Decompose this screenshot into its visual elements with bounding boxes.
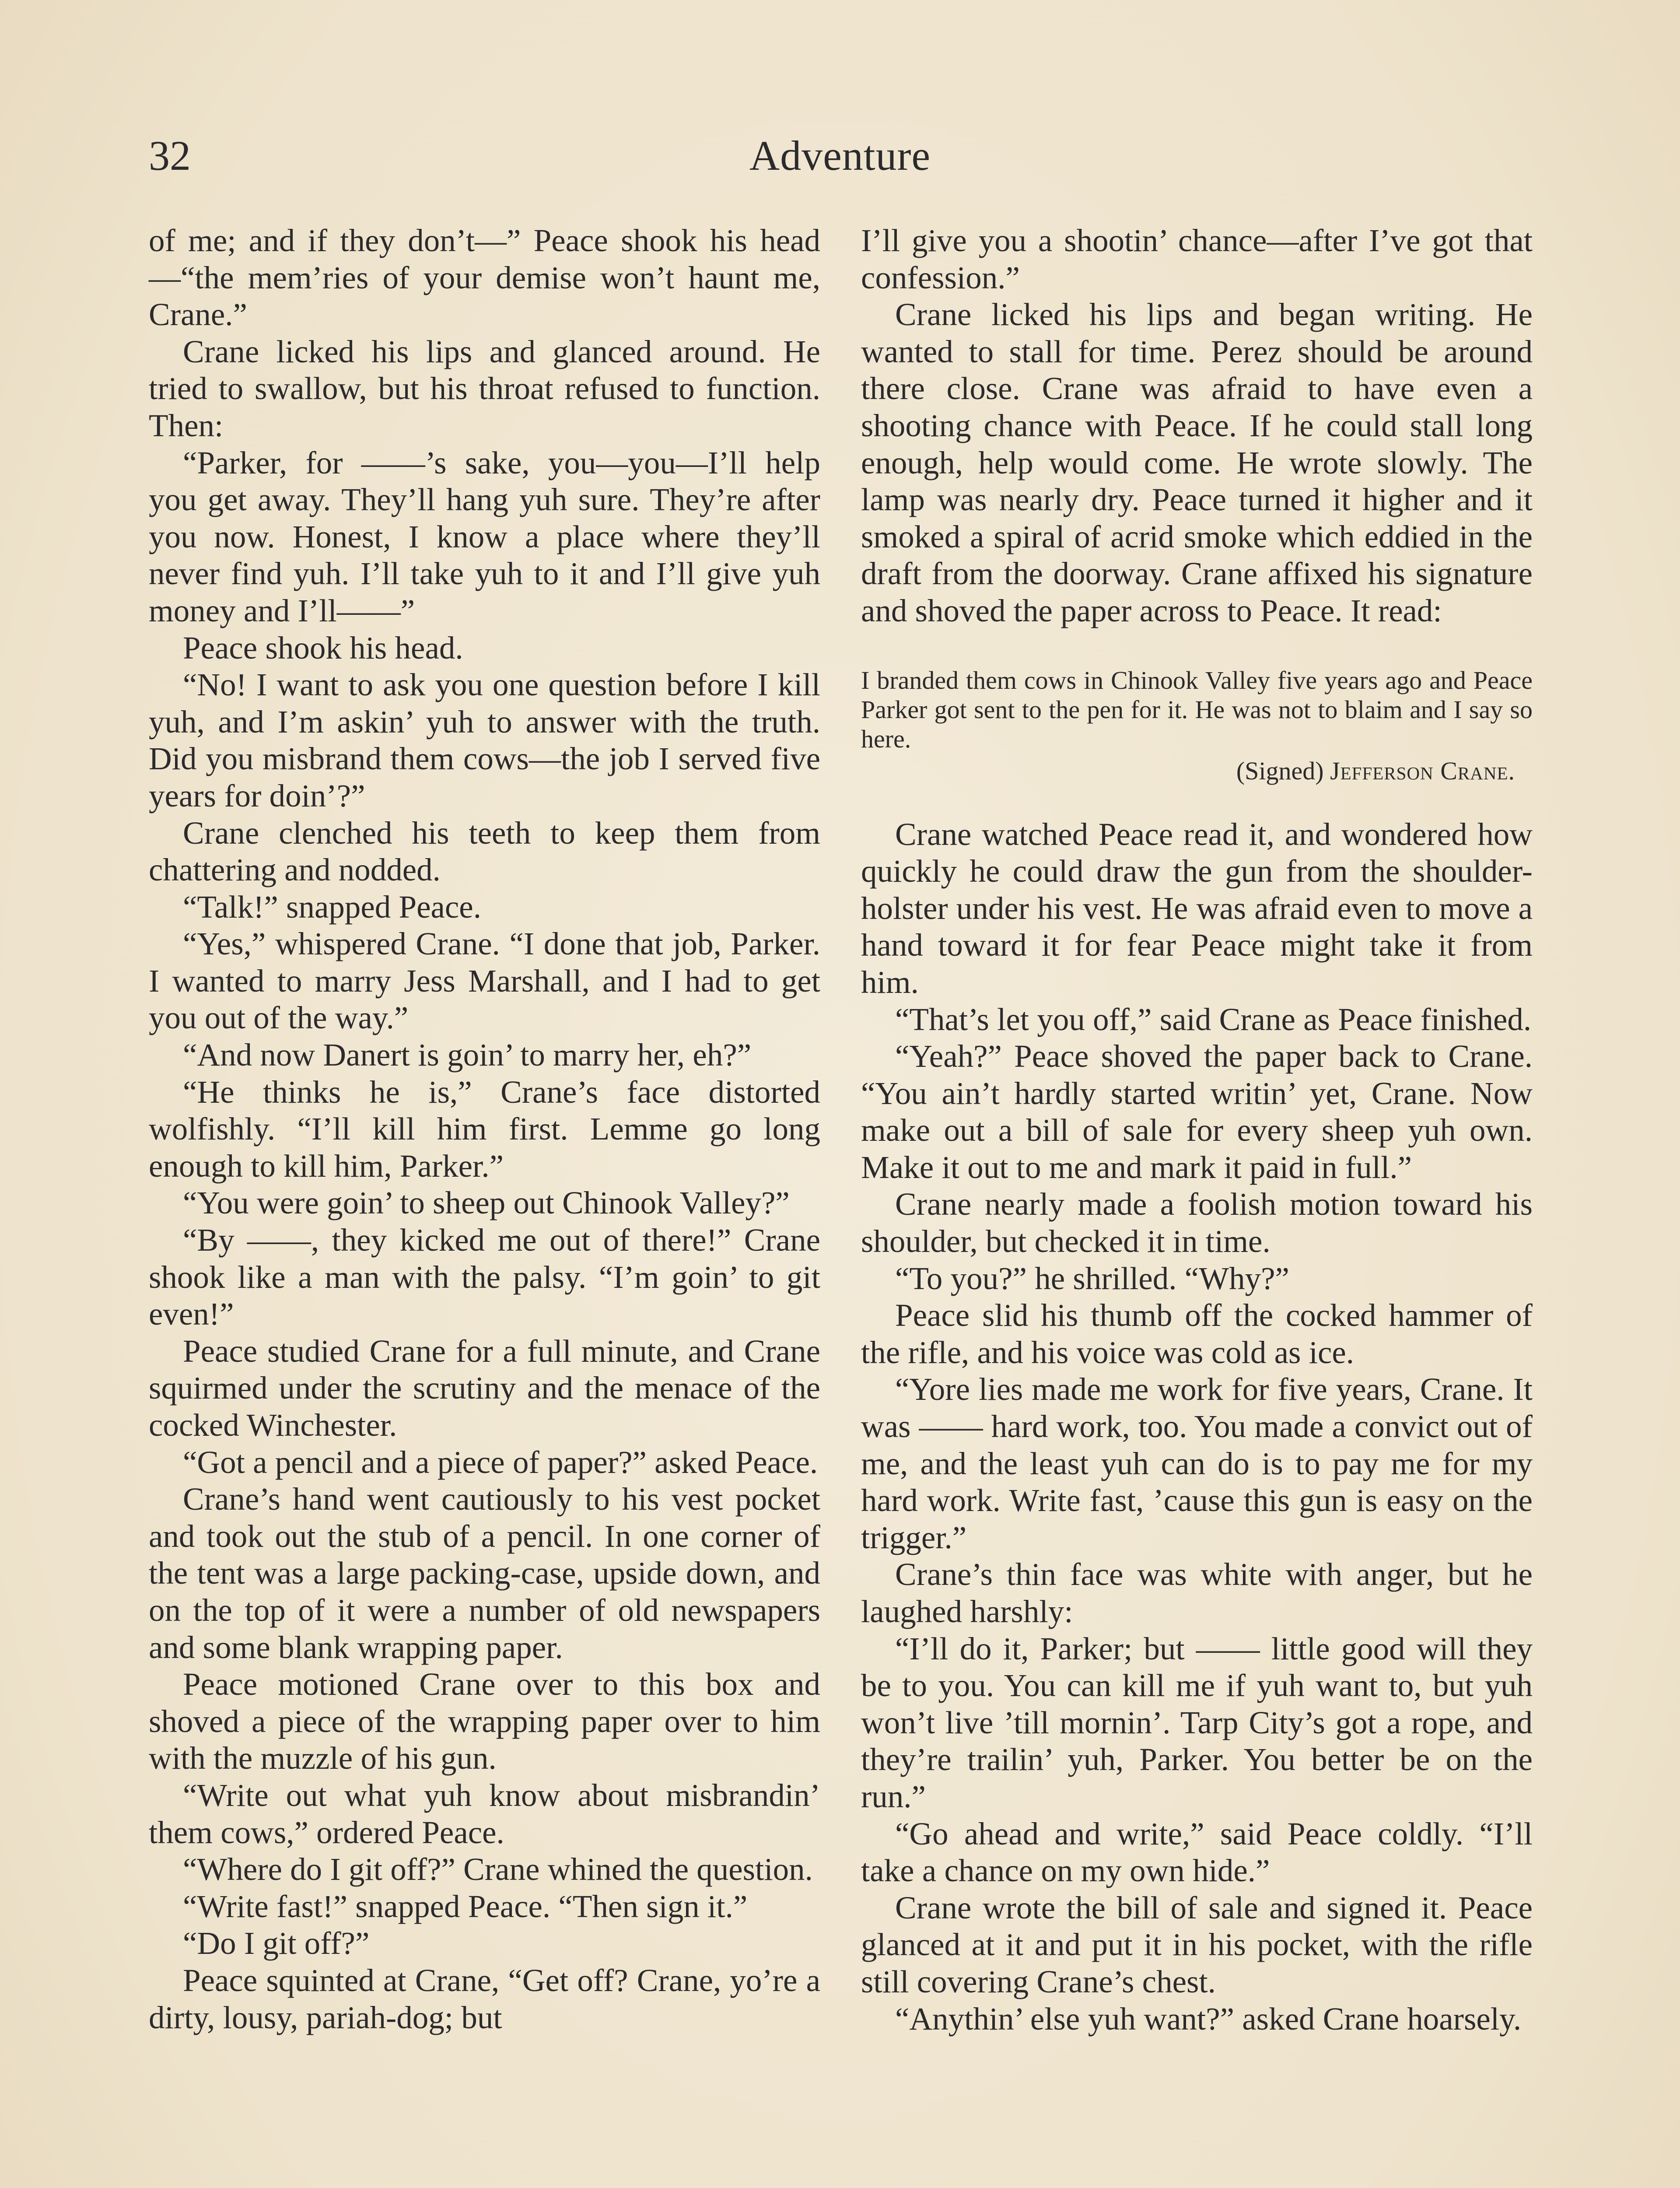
left-column	[149, 222, 820, 2036]
confession-quote	[861, 666, 1533, 785]
paragraph: Peace motioned Crane over to this box and shoved a piece of the wrapping paper over to him with the muzzle of his gun.	[149, 1666, 820, 1776]
paragraph: Crane’s thin face was white with anger, but he laughed harshly:	[861, 1557, 1533, 1629]
paragraph: Peace squinted at Crane, “Get off? Crane, yo’re a dirty, lousy, pariah-dog; but	[149, 1962, 820, 2035]
paragraph: “Talk!” snapped Peace.	[183, 889, 481, 925]
paragraph: “Yeah?” Peace shoved the paper back to Crane. “You ain’t hardly started writin’ yet, Crane. Now make out a bill of sale for every sheep yuh own. Make it out to me and mark it paid in full.”	[861, 1038, 1533, 1185]
paragraph: “Write out what yuh know about misbrandin’ them cows,” ordered Peace.	[149, 1777, 820, 1850]
signer-name: Jefferson Crane.	[1330, 756, 1515, 785]
paragraph: I’ll give you a shootin’ chance—after I’ve got that confession.”	[861, 223, 1533, 295]
paragraph: “That’s let you off,” said Crane as Peace finished.	[895, 1001, 1532, 1037]
paragraph: “To you?” he shrilled. “Why?”	[895, 1260, 1289, 1296]
paragraph: “Yes,” whispered Crane. “I done that job, Parker. I wanted to marry Jess Marshall, and I had to get you out of the way.”	[149, 926, 820, 1036]
paragraph: “Where do I git off?” Crane whined the question.	[183, 1851, 813, 1887]
paragraph: of me; and if they don’t—” Peace shook his head—“the mem’ries of your demise won’t haunt me, Crane.”	[149, 223, 820, 333]
running-title: Adventure	[749, 132, 931, 179]
paragraph: “By ——, they kicked me out of there!” Crane shook like a man with the palsy. “I’m goin’ to git even!”	[149, 1222, 820, 1332]
right-column	[861, 222, 1533, 2037]
paragraph: Peace slid his thumb off the cocked hammer of the rifle, and his voice was cold as ice.	[861, 1297, 1533, 1370]
paragraph: Crane nearly made a foolish motion toward his shoulder, but checked it in time.	[861, 1186, 1533, 1259]
paragraph: “Anythin’ else yuh want?” asked Crane hoarsely.	[895, 2001, 1522, 2037]
paragraph: Crane watched Peace read it, and wondered how quickly he could draw the gun from the shoulder-holster under his vest. He was afraid even to move a hand toward it for fear Peace might take it from him.	[861, 816, 1533, 1000]
confession-signature	[861, 756, 1533, 785]
paragraph: “You were goin’ to sheep out Chinook Valley?”	[183, 1185, 790, 1221]
page-header	[149, 131, 1531, 184]
paragraph: Peace studied Crane for a full minute, and Crane squirmed under the scrutiny and the menace of the cocked Winchester.	[149, 1333, 820, 1443]
paragraph: “I’ll do it, Parker; but —— little good will they be to you. You can kill me if yuh want to, but yuh won’t live ’till mornin’. Tarp City’s got a rope, and they’re trailin’ yuh, Parker. You better be on the run.”	[861, 1630, 1533, 1814]
paragraph: Crane wrote the bill of sale and signed it. Peace glanced at it and put it in his pocket, with the rifle still covering Crane’s chest.	[861, 1890, 1533, 1999]
paragraph: “Do I git off?”	[183, 1925, 370, 1961]
paragraph: “And now Danert is goin’ to marry her, eh?”	[183, 1037, 752, 1073]
paragraph: “No! I want to ask you one question before I kill yuh, and I’m askin’ yuh to answer with the truth. Did you misbrand them cows—the job I served five years for doin’?”	[149, 667, 820, 813]
paragraph: “Yore lies made me work for five years, Crane. It was —— hard work, too. You made a convict out of me, and the least yuh can do is to pay me for my hard work. Write fast, ’cause this gun is easy on the trigger.”	[861, 1371, 1533, 1555]
paragraph: “Go ahead and write,” said Peace coldly. “I’ll take a chance on my own hide.”	[861, 1816, 1533, 1889]
paragraph: “He thinks he is,” Crane’s face distorted wolfishly. “I’ll kill him first. Lemme go long enough to kill him, Parker.”	[149, 1074, 820, 1184]
paragraph: Crane clenched his teeth to keep them from chattering and nodded.	[149, 815, 820, 888]
confession-text: I branded them cows in Chinook Valley five years ago and Peace Parker got sent to the pen for it. He was not to blaim and I say so here.	[861, 666, 1533, 753]
paragraph: Peace shook his head.	[183, 630, 463, 666]
signed-label: (Signed)	[1236, 756, 1324, 785]
page-number: 32	[149, 132, 191, 179]
paragraph: “Parker, for ——’s sake, you—you—I’ll help you get away. They’ll hang yuh sure. They’re after you now. Honest, I know a place where they’ll never find yuh. I’ll take yuh to it and I’ll give yuh money and I’ll——”	[149, 445, 820, 628]
paragraph: Crane licked his lips and began writing. He wanted to stall for time. Perez should be around there close. Crane was afraid to have even a shooting chance with Peace. If he could stall long enough, help would come. He wrote slowly. The lamp was nearly dry. Peace turned it higher and it smoked a spiral of acrid smoke which eddied in the draft from the doorway. Crane affixed his signature and shoved the paper across to Peace. It read:	[861, 297, 1533, 628]
paragraph: “Got a pencil and a piece of paper?” asked Peace.	[183, 1444, 818, 1480]
paragraph: Crane licked his lips and glanced around. He tried to swallow, but his throat refused to function. Then:	[149, 333, 820, 443]
paragraph: Crane’s hand went cautiously to his vest pocket and took out the stub of a pencil. In one corner of the tent was a large packing-case, upside down, and on the top of it were a number of old newspapers and some blank wrapping paper.	[149, 1481, 820, 1665]
paragraph: “Write fast!” snapped Peace. “Then sign it.”	[183, 1888, 748, 1924]
